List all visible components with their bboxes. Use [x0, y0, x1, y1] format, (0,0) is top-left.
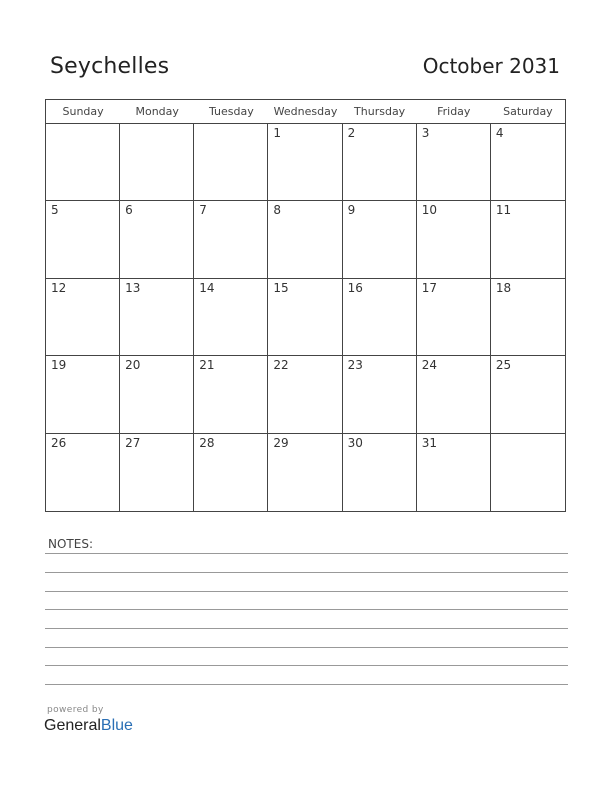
day-cell[interactable]	[268, 201, 342, 278]
day-cell[interactable]	[120, 201, 194, 278]
day-cell[interactable]	[46, 434, 120, 511]
day-cell[interactable]	[194, 201, 268, 278]
day-number: 10	[421, 203, 437, 218]
day-cell[interactable]	[417, 201, 491, 278]
day-number: 11	[495, 203, 512, 218]
day-number: 27	[125, 435, 141, 450]
calendar-grid	[45, 99, 566, 512]
weekday-header: Thursday	[343, 100, 417, 124]
day-cell[interactable]	[120, 356, 194, 433]
day-cell[interactable]	[46, 279, 120, 356]
day-cell[interactable]	[417, 279, 491, 356]
note-line	[45, 684, 568, 685]
day-cell[interactable]	[343, 124, 417, 201]
day-number: 18	[495, 280, 512, 295]
day-cell[interactable]	[120, 434, 194, 511]
day-cell[interactable]	[46, 201, 120, 278]
note-line	[45, 647, 568, 648]
day-number: 19	[51, 358, 67, 373]
day-cell[interactable]	[268, 356, 342, 433]
day-cell[interactable]	[491, 279, 565, 356]
day-number: 7	[199, 203, 207, 218]
day-number: 12	[51, 280, 67, 295]
note-line	[45, 572, 568, 573]
day-cell[interactable]	[491, 201, 565, 278]
brand-general: General	[44, 717, 101, 734]
day-number: 21	[199, 358, 215, 373]
day-cell[interactable]	[120, 124, 194, 201]
day-number: 6	[125, 203, 133, 218]
day-number: 20	[125, 358, 141, 373]
day-number: 15	[273, 280, 289, 295]
day-cell[interactable]	[194, 279, 268, 356]
day-number: 30	[347, 435, 363, 450]
day-number: 4	[495, 126, 504, 140]
day-number: 16	[347, 280, 363, 295]
day-number: 1	[273, 126, 282, 140]
note-line	[45, 591, 568, 592]
month-year-label: October 2031	[422, 54, 560, 78]
day-number: 17	[421, 280, 437, 295]
day-number: 28	[199, 435, 215, 450]
day-cell[interactable]	[491, 434, 565, 511]
powered-by-text: powered by	[47, 705, 104, 715]
day-number: 31	[421, 435, 437, 450]
day-number: 13	[125, 280, 141, 295]
day-cell[interactable]	[343, 356, 417, 433]
brand-blue: Blue	[100, 717, 133, 734]
weekday-header: Monday	[120, 100, 194, 124]
day-cell[interactable]	[491, 124, 565, 201]
day-cell[interactable]	[417, 356, 491, 433]
notes-label: NOTES:	[48, 537, 93, 551]
day-cell[interactable]	[194, 434, 268, 511]
weekday-header: Saturday	[491, 100, 565, 124]
day-cell[interactable]	[491, 356, 565, 433]
calendar-title: Seychelles	[50, 54, 170, 79]
note-line	[45, 609, 568, 610]
day-cell[interactable]	[417, 434, 491, 511]
day-cell[interactable]	[268, 279, 342, 356]
day-number: 29	[273, 435, 289, 450]
note-line	[45, 553, 568, 554]
day-cell[interactable]	[120, 279, 194, 356]
day-number: 22	[273, 358, 289, 373]
day-number: 3	[421, 126, 430, 140]
note-line	[45, 665, 568, 666]
day-number: 14	[199, 280, 215, 295]
day-number: 25	[495, 358, 512, 373]
weekday-header: Tuesday	[194, 100, 268, 124]
day-cell[interactable]	[417, 124, 491, 201]
day-number: 26	[51, 435, 67, 450]
day-cell[interactable]	[343, 434, 417, 511]
day-number: 8	[273, 203, 282, 218]
day-cell[interactable]	[268, 124, 342, 201]
day-cell[interactable]	[343, 201, 417, 278]
day-cell[interactable]	[194, 124, 268, 201]
generalblue-logo	[44, 717, 133, 735]
day-cell[interactable]	[46, 124, 120, 201]
day-number: 2	[347, 126, 356, 140]
day-cell[interactable]	[268, 434, 342, 511]
day-cell[interactable]	[343, 279, 417, 356]
day-number: 23	[347, 358, 363, 373]
weekday-header: Sunday	[46, 100, 120, 124]
weekday-header: Wednesday	[268, 100, 342, 124]
day-number: 24	[421, 358, 437, 373]
day-cell[interactable]	[194, 356, 268, 433]
day-number: 5	[51, 203, 59, 218]
weekday-header: Friday	[417, 100, 491, 124]
day-cell[interactable]	[46, 356, 120, 433]
note-line	[45, 628, 568, 629]
day-number: 9	[347, 203, 356, 218]
